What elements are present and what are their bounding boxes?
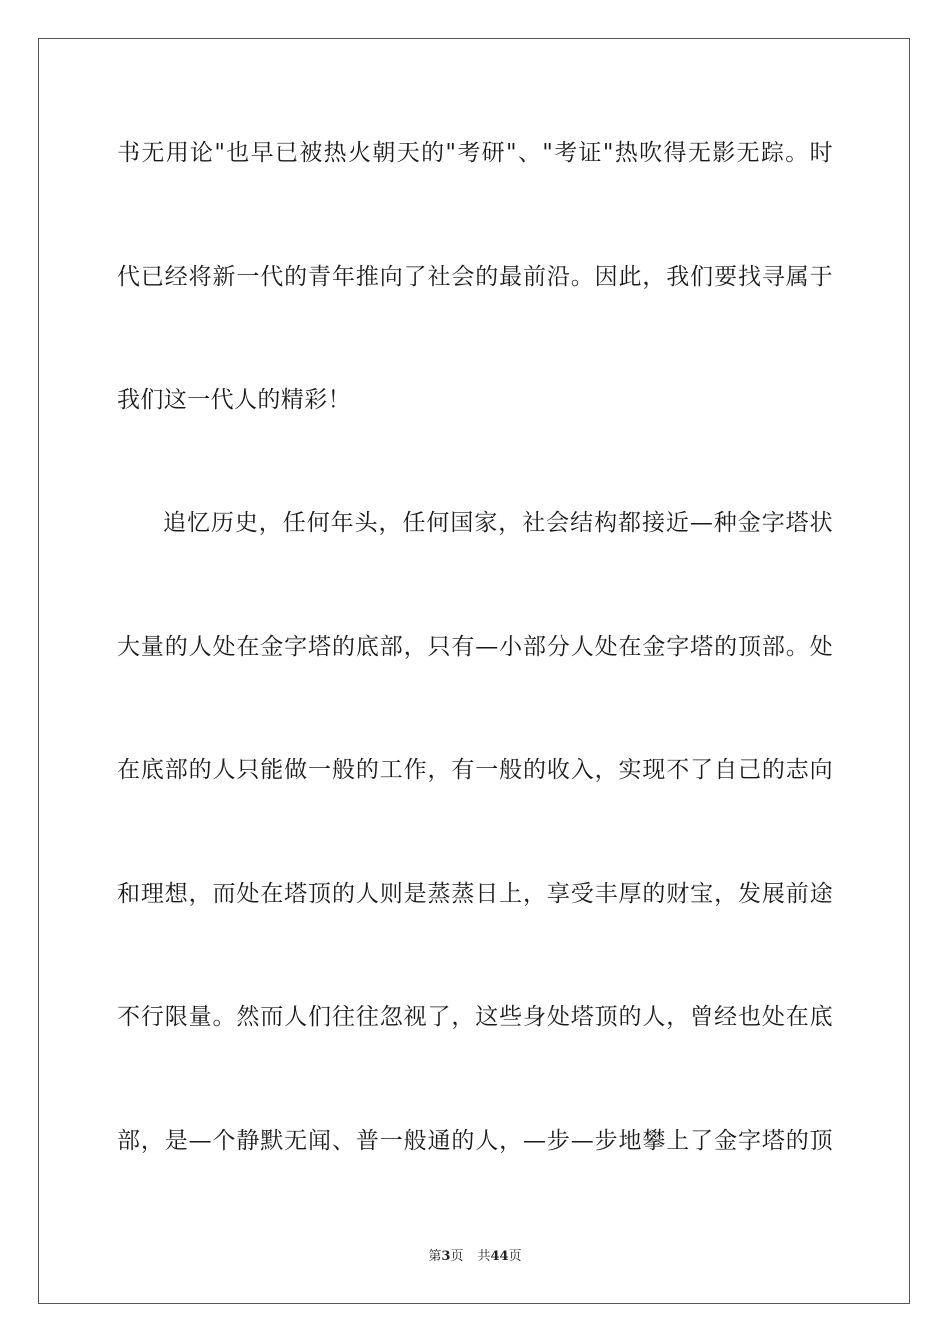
- body-text-line: 我们这一代人的精彩！: [117, 387, 351, 413]
- total-pages: 44: [490, 1249, 509, 1264]
- total-label-prefix: 共: [477, 1249, 491, 1264]
- page-label-suffix: 页: [450, 1249, 464, 1264]
- body-text-line: 不行限量。然而人们往往忽视了，这些身处塔顶的人，曾经也处在底: [117, 1004, 833, 1030]
- body-text-line: 大量的人处在金字塔的底部，只有—小部分人处在金字塔的顶部。处: [117, 634, 833, 660]
- body-text-line: 和理想，而处在塔顶的人则是蒸蒸日上，享受丰厚的财宝，发展前途: [117, 881, 833, 907]
- page-label-prefix: 第: [428, 1249, 442, 1264]
- body-text-line: 代已经将新一代的青年推向了社会的最前沿。因此，我们要找寻属于: [117, 264, 833, 290]
- body-text-line: 书无用论"也早已被热火朝天的"考研"、"考证"热吹得无影无踪。时: [117, 140, 833, 166]
- page-number: 3: [441, 1249, 451, 1264]
- page-footer: [0, 1248, 950, 1266]
- body-text-line: 在底部的人只能做一般的工作，有一般的收入，实现不了自己的志向: [117, 757, 833, 783]
- total-label-suffix: 页: [508, 1249, 522, 1264]
- paragraph-first-line: 追忆历史，任何年头，任何国家，社会结构都接近—种金字塔状: [163, 510, 833, 536]
- body-text-line: 部，是—个静默无闻、普一般通的人，—步—步地攀上了金字塔的顶: [117, 1128, 833, 1154]
- page-border: [38, 38, 910, 1304]
